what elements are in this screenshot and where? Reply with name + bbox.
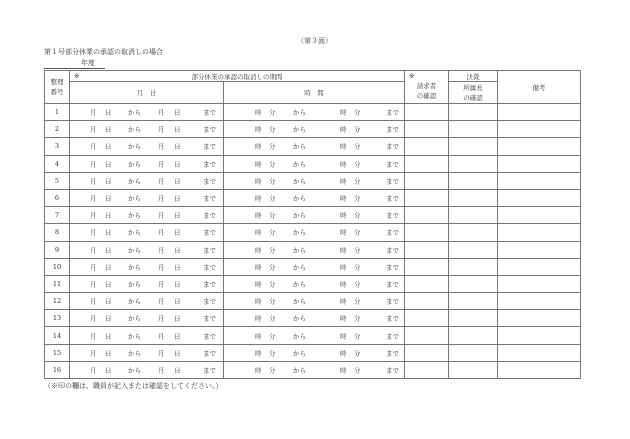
remarks-cell[interactable] <box>498 155 581 172</box>
requester-confirm-cell[interactable] <box>405 104 449 121</box>
date-range-cell[interactable]: 月 日 から 月 日 まで <box>70 155 224 172</box>
remarks-cell[interactable] <box>498 121 581 138</box>
row-number: 8 <box>45 224 70 241</box>
time-range-cell[interactable]: 時 分 から 時 分 まで <box>224 310 405 327</box>
row-number: 7 <box>45 207 70 224</box>
time-range-cell[interactable]: 時 分 から 時 分 まで <box>224 275 405 292</box>
row-number: 11 <box>45 275 70 292</box>
footnote: （※印の欄は、職員が記入または確認をしてください。） <box>44 382 223 390</box>
period-header: ※ 部分休業の承認の取消しの期間 <box>70 71 405 82</box>
requester-confirm-cell[interactable] <box>405 138 449 155</box>
remarks-cell[interactable] <box>498 172 581 189</box>
date-range-cell[interactable]: 月 日 から 月 日 まで <box>70 189 224 206</box>
chief-confirm-cell[interactable] <box>449 121 498 138</box>
chief-confirm-header: 所属長 の確認 <box>449 82 498 104</box>
table-row <box>45 241 581 258</box>
form-title: 第１号部分休業の承認の取消しの場合 <box>44 48 163 56</box>
requester-confirm-cell[interactable] <box>405 172 449 189</box>
remarks-header: 備考 <box>498 71 581 104</box>
remarks-cell[interactable] <box>498 189 581 206</box>
date-range-cell[interactable]: 月 日 から 月 日 まで <box>70 275 224 292</box>
date-range-cell[interactable]: 月 日 から 月 日 まで <box>70 293 224 310</box>
table-row <box>45 138 581 155</box>
row-number: 2 <box>45 121 70 138</box>
chief-confirm-cell[interactable] <box>449 207 498 224</box>
row-number: 10 <box>45 258 70 275</box>
date-range-cell[interactable]: 月 日 から 月 日 まで <box>70 327 224 344</box>
date-header: 月 日 <box>70 82 224 104</box>
requester-confirm-cell[interactable] <box>405 310 449 327</box>
chief-confirm-cell[interactable] <box>449 224 498 241</box>
chief-confirm-cell[interactable] <box>449 258 498 275</box>
time-range-cell[interactable]: 時 分 から 時 分 まで <box>224 138 405 155</box>
requester-confirm-cell[interactable] <box>405 344 449 361</box>
time-range-cell[interactable]: 時 分 から 時 分 まで <box>224 189 405 206</box>
time-range-cell[interactable]: 時 分 から 時 分 まで <box>224 344 405 361</box>
chief-confirm-cell[interactable] <box>449 361 498 378</box>
cancellation-table <box>44 70 581 379</box>
row-number: 5 <box>45 172 70 189</box>
date-range-cell[interactable]: 月 日 から 月 日 まで <box>70 310 224 327</box>
time-header: 時 間 <box>224 82 405 104</box>
table-row <box>45 310 581 327</box>
remarks-cell[interactable] <box>498 293 581 310</box>
remarks-cell[interactable] <box>498 241 581 258</box>
date-range-cell[interactable]: 月 日 から 月 日 まで <box>70 172 224 189</box>
row-number: 9 <box>45 241 70 258</box>
time-range-cell[interactable]: 時 分 から 時 分 まで <box>224 224 405 241</box>
remarks-cell[interactable] <box>498 310 581 327</box>
remarks-cell[interactable] <box>498 224 581 241</box>
time-range-cell[interactable]: 時 分 から 時 分 まで <box>224 104 405 121</box>
table-row <box>45 258 581 275</box>
decision-header: 決裁 <box>449 71 498 82</box>
table-row <box>45 172 581 189</box>
requester-confirm-cell[interactable] <box>405 293 449 310</box>
row-number: 13 <box>45 310 70 327</box>
requester-confirm-cell[interactable] <box>405 121 449 138</box>
table-row <box>45 293 581 310</box>
remarks-cell[interactable] <box>498 361 581 378</box>
date-range-cell[interactable]: 月 日 から 月 日 まで <box>70 224 224 241</box>
requester-confirm-header: ※ 請求者 の確認 <box>405 71 449 104</box>
table-row <box>45 189 581 206</box>
remarks-cell[interactable] <box>498 327 581 344</box>
chief-confirm-cell[interactable] <box>449 293 498 310</box>
date-range-cell[interactable]: 月 日 から 月 日 まで <box>70 241 224 258</box>
time-range-cell[interactable]: 時 分 から 時 分 まで <box>224 258 405 275</box>
date-range-cell[interactable]: 月 日 から 月 日 まで <box>70 104 224 121</box>
time-range-cell[interactable]: 時 分 から 時 分 まで <box>224 172 405 189</box>
remarks-cell[interactable] <box>498 258 581 275</box>
time-range-cell[interactable]: 時 分 から 時 分 まで <box>224 241 405 258</box>
time-range-cell[interactable]: 時 分 から 時 分 まで <box>224 155 405 172</box>
table-row <box>45 275 581 292</box>
chief-confirm-cell[interactable] <box>449 275 498 292</box>
requester-confirm-cell[interactable] <box>405 241 449 258</box>
requester-confirm-cell[interactable] <box>405 327 449 344</box>
fiscal-year-field: 年度 <box>44 59 105 69</box>
chief-confirm-cell[interactable] <box>449 344 498 361</box>
page-label: （第３面） <box>297 37 332 45</box>
row-number: 3 <box>45 138 70 155</box>
requester-confirm-cell[interactable] <box>405 258 449 275</box>
row-number: 14 <box>45 327 70 344</box>
remarks-cell[interactable] <box>498 275 581 292</box>
chief-confirm-cell[interactable] <box>449 189 498 206</box>
row-number: 1 <box>45 104 70 121</box>
remarks-cell[interactable] <box>498 207 581 224</box>
requester-confirm-cell[interactable] <box>405 224 449 241</box>
requester-confirm-cell[interactable] <box>405 155 449 172</box>
requester-confirm-cell[interactable] <box>405 207 449 224</box>
remarks-cell[interactable] <box>498 104 581 121</box>
time-range-cell[interactable]: 時 分 から 時 分 まで <box>224 361 405 378</box>
time-range-cell[interactable]: 時 分 から 時 分 まで <box>224 293 405 310</box>
chief-confirm-cell[interactable] <box>449 104 498 121</box>
requester-confirm-cell[interactable] <box>405 275 449 292</box>
table-row <box>45 224 581 241</box>
row-number: 16 <box>45 361 70 378</box>
table-row <box>45 155 581 172</box>
star-mark: ※ <box>74 72 80 80</box>
date-range-cell[interactable]: 月 日 から 月 日 まで <box>70 344 224 361</box>
time-range-cell[interactable]: 時 分 から 時 分 まで <box>224 327 405 344</box>
requester-confirm-cell[interactable] <box>405 189 449 206</box>
row-number: 4 <box>45 155 70 172</box>
chief-confirm-cell[interactable] <box>449 310 498 327</box>
chief-confirm-cell[interactable] <box>449 172 498 189</box>
row-number: 12 <box>45 293 70 310</box>
table-row <box>45 207 581 224</box>
requester-confirm-cell[interactable] <box>405 361 449 378</box>
chief-confirm-cell[interactable] <box>449 241 498 258</box>
date-range-cell[interactable]: 月 日 から 月 日 まで <box>70 258 224 275</box>
remarks-cell[interactable] <box>498 138 581 155</box>
table-row <box>45 361 581 378</box>
number-header: 整理 番号 <box>45 71 70 104</box>
table-row <box>45 121 581 138</box>
table-row <box>45 104 581 121</box>
date-range-cell[interactable]: 月 日 から 月 日 まで <box>70 121 224 138</box>
row-number: 6 <box>45 189 70 206</box>
chief-confirm-cell[interactable] <box>449 155 498 172</box>
date-range-cell[interactable]: 月 日 から 月 日 まで <box>70 138 224 155</box>
time-range-cell[interactable]: 時 分 から 時 分 まで <box>224 207 405 224</box>
chief-confirm-cell[interactable] <box>449 138 498 155</box>
table-row <box>45 327 581 344</box>
chief-confirm-cell[interactable] <box>449 327 498 344</box>
date-range-cell[interactable]: 月 日 から 月 日 まで <box>70 207 224 224</box>
table-row <box>45 344 581 361</box>
date-range-cell[interactable]: 月 日 から 月 日 まで <box>70 361 224 378</box>
remarks-cell[interactable] <box>498 344 581 361</box>
star-mark: ※ <box>409 72 415 80</box>
row-number: 15 <box>45 344 70 361</box>
time-range-cell[interactable]: 時 分 から 時 分 まで <box>224 121 405 138</box>
